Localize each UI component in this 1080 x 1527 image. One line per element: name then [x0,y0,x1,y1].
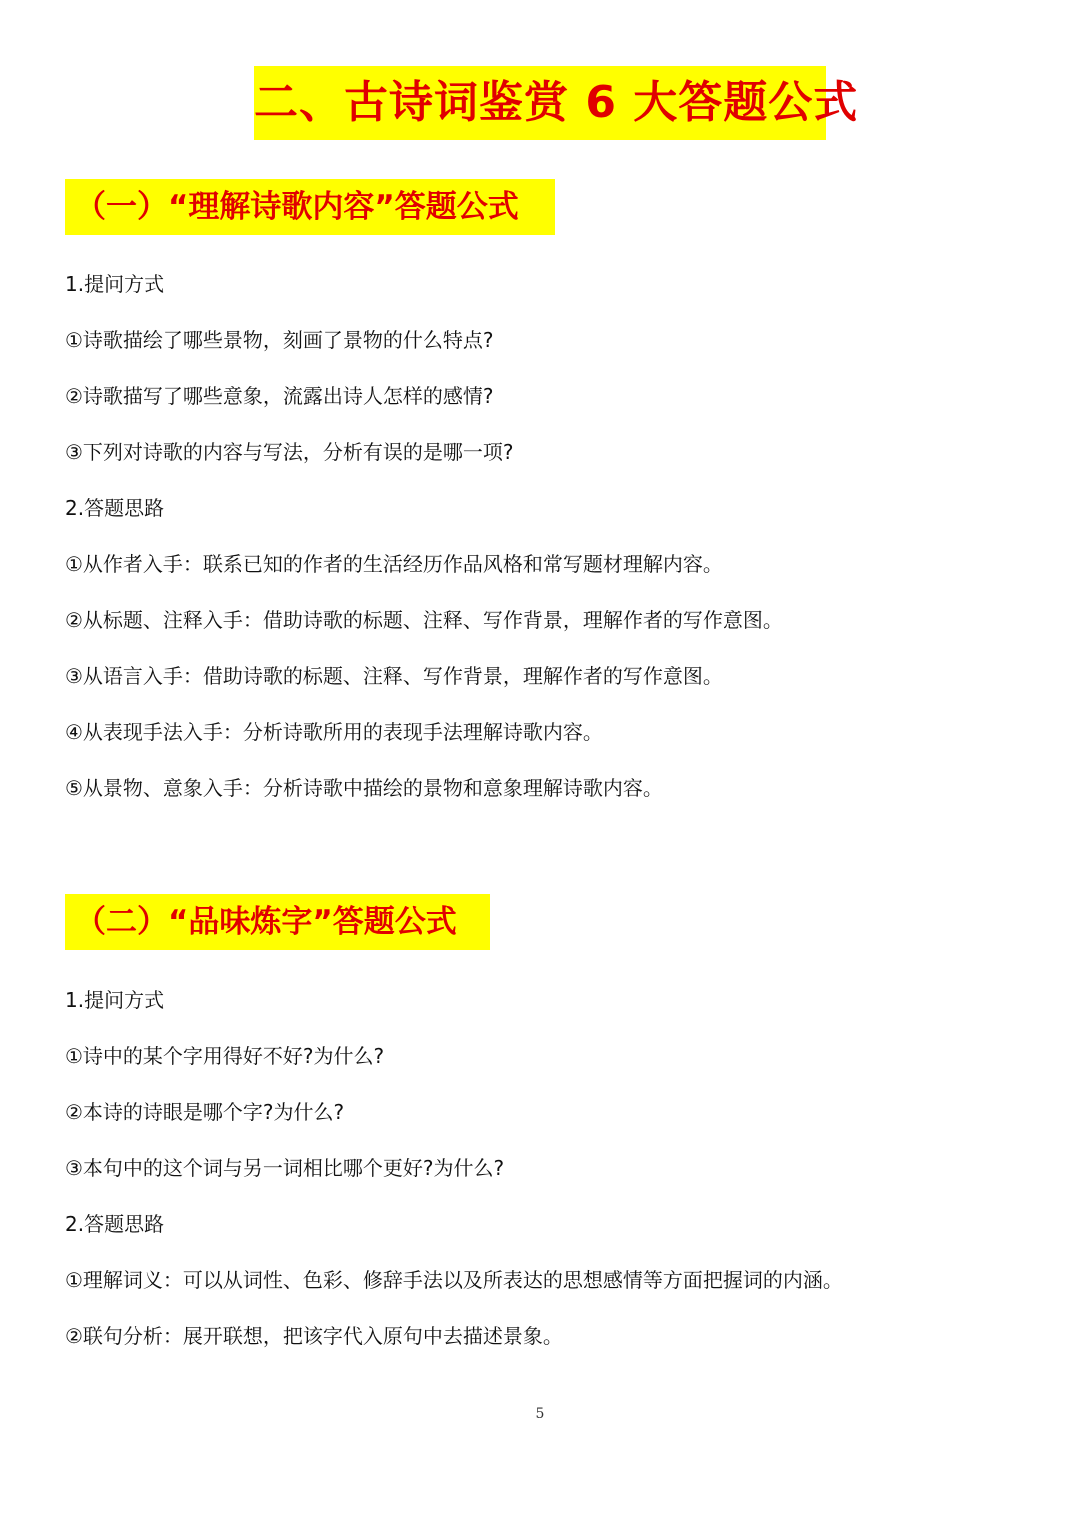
approach-item: ②从标题、注释入手：借助诗歌的标题、注释、写作背景，理解作者的写作意图。 [65,608,783,632]
approach-item: ②联句分析：展开联想，把该字代入原句中去描述景象。 [65,1324,563,1348]
approach-item: ⑤从景物、意象入手：分析诗歌中描绘的景物和意象理解诗歌内容。 [65,776,663,800]
question-item: ③下列对诗歌的内容与写法，分析有误的是哪一项? [65,440,514,464]
question-item: ②本诗的诗眼是哪个字?为什么? [65,1100,345,1124]
question-item: ②诗歌描写了哪些意象，流露出诗人怎样的感情? [65,384,494,408]
approach-item: ④从表现手法入手：分析诗歌所用的表现手法理解诗歌内容。 [65,720,603,744]
section-heading-word-refinement: （二）“品味炼字”答题公式 [65,894,490,950]
approach-item: ③从语言入手：借助诗歌的标题、注释、写作背景，理解作者的写作意图。 [65,664,723,688]
section-heading-understanding-content: （一）“理解诗歌内容”答题公式 [65,179,555,235]
subheading-question-types: 1.提问方式 [65,988,165,1012]
approach-item: ①理解词义：可以从词性、色彩、修辞手法以及所表达的思想感情等方面把握词的内涵。 [65,1268,843,1292]
subheading-answer-approach: 2.答题思路 [65,1212,165,1236]
subheading-question-types: 1.提问方式 [65,272,165,296]
question-item: ①诗中的某个字用得好不好?为什么? [65,1044,385,1068]
question-item: ③本句中的这个词与另一词相比哪个更好?为什么? [65,1156,505,1180]
question-item: ①诗歌描绘了哪些景物，刻画了景物的什么特点? [65,328,494,352]
approach-item: ①从作者入手：联系已知的作者的生活经历作品风格和常写题材理解内容。 [65,552,723,576]
page-number: 5 [535,1406,545,1422]
page-title: 二、古诗词鉴赏 6 大答题公式 [254,66,826,140]
subheading-answer-approach: 2.答题思路 [65,496,165,520]
